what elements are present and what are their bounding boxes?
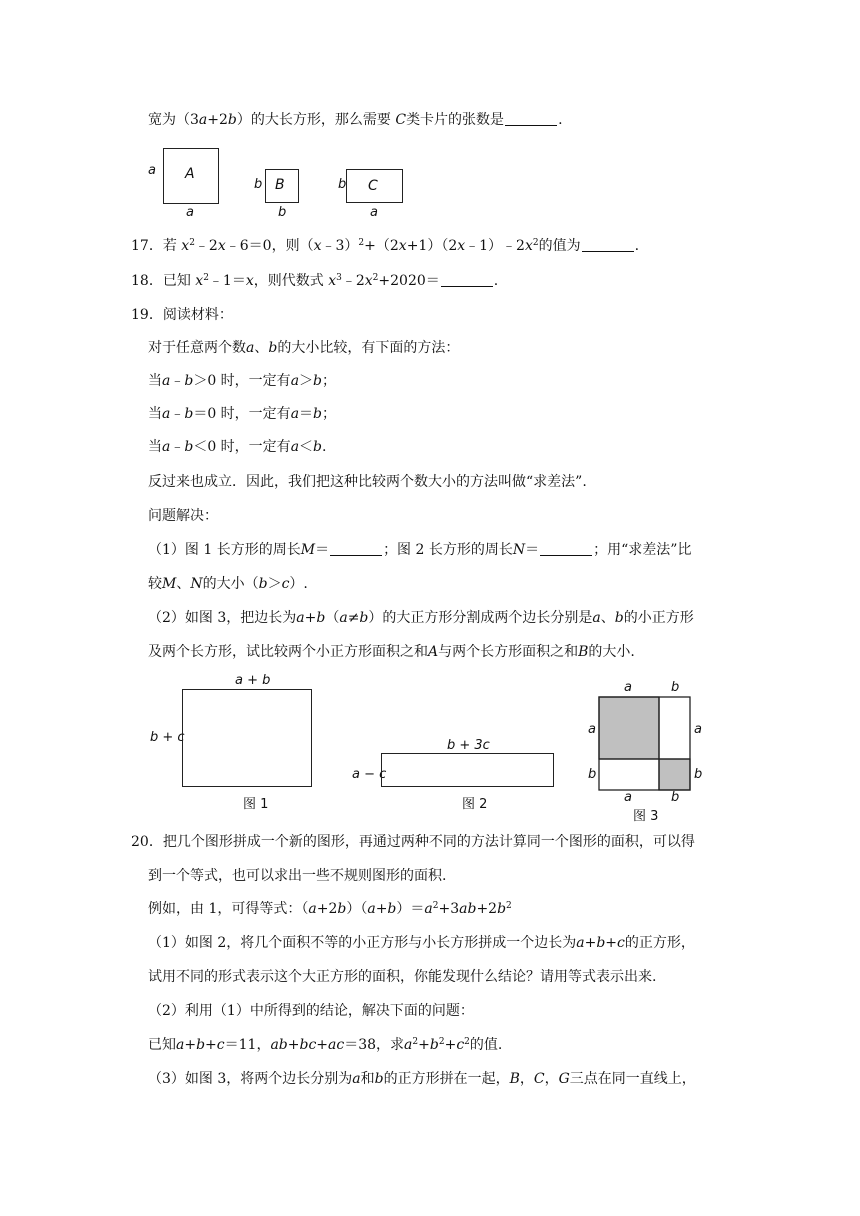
question-17: 17．若 $x^2﹣2x﹣6=0$，则$(x﹣3)^2+(2x+1)(2x﹣1)﹣2x^2$的值为 . — [131, 238, 640, 254]
fig3-right-b: b — [694, 767, 703, 782]
question-19-title: 19．阅读材料： — [131, 307, 233, 323]
fig3-left-b: b — [588, 767, 597, 782]
fig3-shaded-square-b — [659, 759, 690, 790]
fig3-top-b: b — [671, 680, 680, 695]
fig1-caption: 图 1 — [243, 797, 269, 812]
fig3-shaded-square-a — [599, 697, 659, 759]
fig1-top-label: a + b — [235, 673, 271, 688]
card-b-bottom-label: b — [278, 205, 287, 220]
q19-line5: 反过来也成立．因此，我们把这种比较两个数大小的方法叫做“求差法”. — [148, 474, 587, 490]
fig2-top-label: b + 3c — [447, 738, 490, 753]
fig3-caption: 图 3 — [633, 809, 659, 824]
card-c-bottom-label: a — [370, 205, 378, 220]
q20-part1-cont: 试用不同的形式表示这个大正方形的面积，你能发现什么结论？请用等式表示出来. — [148, 969, 657, 985]
card-a-bottom-label: a — [186, 205, 194, 220]
fig3-left-a: a — [588, 722, 596, 737]
q19-part1: （1）图 1 长方形的周长M＝ ；图 2 长方形的周长N＝ ；用“求差法”比 — [148, 542, 692, 558]
q19-case3: 当a﹣b＜0 时，一定有a＜b. — [148, 439, 327, 455]
q19-part2: （2）如图 3，把边长为a+b（a≠b）的大正方形分割成两个边长分别是a、b的小正方形 — [148, 610, 694, 626]
q20-part1: （1）如图 2，将几个面积不等的小正方形与小长方形拼成一个边长为a+b+c的正方形， — [148, 935, 695, 951]
card-b-side-label: b — [254, 177, 263, 192]
q16-text: 宽为（3a+2b）的大长方形，那么需要 C类卡片的张数是 . — [148, 112, 563, 128]
q20-part2: （2）利用（1）中所得到的结论，解决下面的问题： — [148, 1003, 474, 1019]
card-b-name: B — [275, 177, 285, 193]
answer-blank — [330, 543, 382, 556]
q20-example: 例如，由 1，可得等式：$(a+2b)(a+b)=a^2+3ab+2b^2$ — [148, 901, 512, 917]
q20-given: 已知a+b+c＝11，ab+bc+ac＝38，求$a^2+b^2+c^2$的值. — [148, 1037, 503, 1053]
fig1-left-label: b + c — [150, 730, 185, 745]
fig2-left-label: a − c — [352, 767, 387, 782]
q19-case1: 当a﹣b＞0 时，一定有a＞b； — [148, 373, 337, 389]
answer-blank — [505, 113, 557, 126]
q19-part1-cont: 较M、N的大小（b＞c）. — [148, 576, 308, 592]
q19-line6: 问题解决： — [148, 508, 218, 524]
question-20-line1: 20．把几个图形拼成一个新的图形，再通过两种不同的方法计算同一个图形的面积，可以得 — [131, 834, 695, 850]
question-18: 18．已知 $x^2﹣1=x$，则代数式 $x^3﹣2x^2+2020=$ . — [131, 273, 499, 289]
answer-blank — [540, 543, 592, 556]
q20-line2: 到一个等式，也可以求出一些不规则图形的面积. — [148, 868, 447, 884]
card-c-name: C — [368, 178, 378, 194]
fig3-bottom-a: a — [624, 790, 632, 805]
fig2-rectangle — [381, 753, 554, 787]
fig2-caption: 图 2 — [462, 797, 488, 812]
answer-blank — [582, 239, 634, 252]
card-c-side-label: b — [338, 177, 347, 192]
q19-line1: 对于任意两个数a、b的大小比较，有下面的方法： — [148, 340, 460, 356]
fig3-right-a: a — [694, 722, 702, 737]
card-a-name: A — [185, 166, 195, 182]
q20-part3: （3）如图 3，将两个边长分别为a和b的正方形拼在一起，B，C，G三点在同一直线上， — [148, 1071, 696, 1087]
card-a-side-label: a — [148, 163, 156, 178]
q19-part2-cont: 及两个长方形，试比较两个小正方形面积之和A与两个长方形面积之和B的大小. — [148, 644, 635, 660]
answer-blank — [441, 274, 493, 287]
q19-case2: 当a﹣b＝0 时，一定有a＝b； — [148, 406, 337, 422]
fig3-top-a: a — [624, 680, 632, 695]
fig3-square-diagram — [598, 696, 692, 792]
fig3-bottom-b: b — [671, 790, 680, 805]
fig1-rectangle — [182, 689, 312, 787]
